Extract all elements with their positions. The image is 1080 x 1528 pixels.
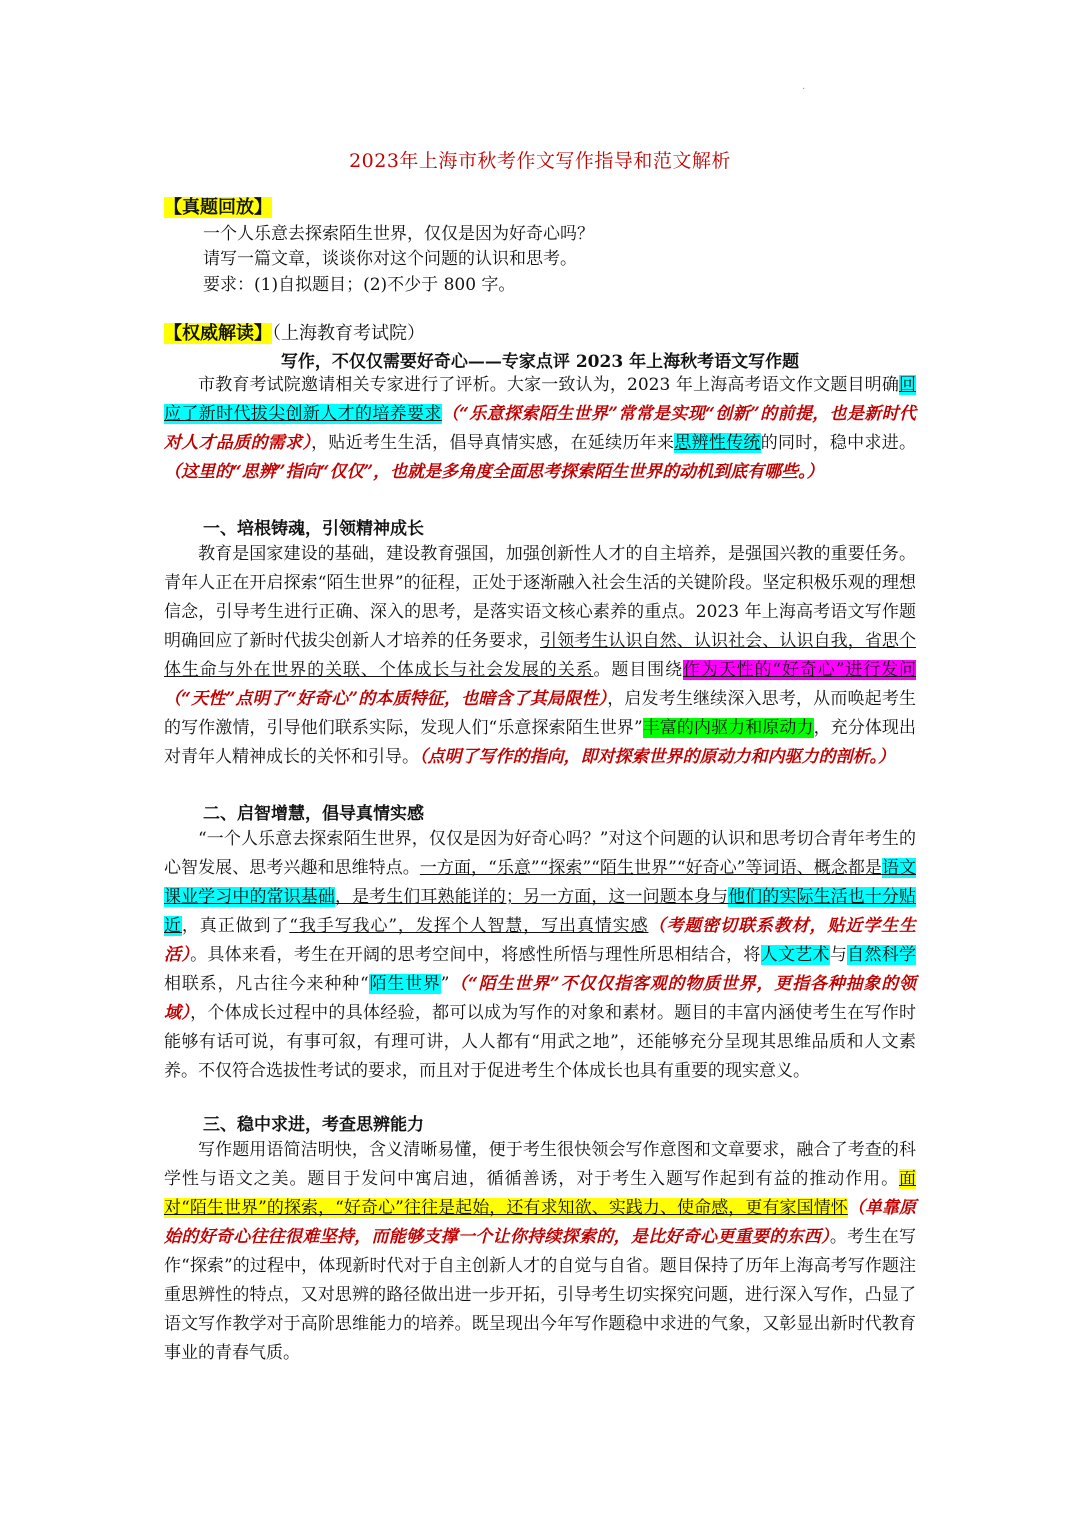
p3-highlight-1: 语文课业学习中的常识基础 bbox=[164, 858, 917, 907]
question-line-3: 要求：(1)自拟题目；(2)不少于 800 字。 bbox=[203, 275, 516, 295]
analysis-source: （上海教育考试院） bbox=[272, 323, 425, 344]
decorative-dot: · bbox=[802, 84, 806, 95]
heading-three: 三、稳中求进，考查思辨能力 bbox=[203, 1115, 424, 1135]
p1-text-1: 市教育考试院邀请相关专家进行了评析。大家一致认为，2023 年上海高考语文作文题目明确 bbox=[198, 375, 899, 395]
p3-note-1: （考题密切联系教材，贴近学生生活） bbox=[164, 916, 917, 965]
p3-text-4: 与 bbox=[829, 945, 848, 965]
paragraph-one bbox=[164, 540, 916, 772]
p3-text-7: ，个体成长过程中的具体经验，都可以成为写作的对象和素材。题目的丰富内涵使考生在写作时能够有话可说，有事可叙，有理可讲，人人都有“用武之地”，还能够充分呈现其思维品质和人文素养。不仅符合选拔性考试的要求，而且对于促进考生个体成长也具有重要的现实意义。 bbox=[164, 1003, 917, 1081]
p3-text-5: 相联系，凡古往今来种种“ bbox=[164, 974, 369, 994]
section-label-analysis-text: 【权威解读】 bbox=[164, 323, 272, 344]
p3-text-2: ，真正做到了 bbox=[181, 916, 290, 936]
p1-text-3: 的同时，稳中求进。 bbox=[760, 433, 917, 453]
p1-highlight-1: 回应了新时代拔尖创新人才的培养要求 bbox=[164, 375, 916, 424]
article-subtitle: 写作，不仅仅需要好奇心——专家点评 2023 年上海秋考语文写作题 bbox=[280, 352, 800, 372]
p3-text-6: ” bbox=[440, 974, 450, 994]
question-line-1: 一个人乐意去探索陌生世界，仅仅是因为好奇心吗？ bbox=[203, 224, 594, 244]
p2-highlight-1: 作为天性的“好奇心”进行发问 bbox=[682, 660, 917, 680]
p2-note-1: （“天性”点明了“好奇心”的本质特征，也暗含了其局限性） bbox=[164, 689, 608, 709]
p3-highlight-4: 自然科学 bbox=[847, 945, 917, 965]
section-label-review-text: 【真题回放】 bbox=[164, 197, 272, 218]
p3-highlight-5: 陌生世界 bbox=[368, 974, 441, 994]
p2-underline-1: 引领考生认识自然、认识社会、认识自我，省思个体生命与外在世界的关联、个体成长与社会发展的关系 bbox=[164, 631, 916, 680]
p1-text-2: ，贴近考生生活，倡导真情实感，在延续历年来 bbox=[311, 433, 675, 453]
p2-note-2: （点明了写作的指向，即对探索世界的原动力和内驱力的剖析。） bbox=[419, 747, 895, 767]
p3-underline-1: 一方面，“乐意”“探索”“陌生世界”“好奇心”等词语、概念都是 bbox=[419, 858, 882, 878]
p2-text-1: 教育是国家建设的基础，建设教育强国，加强创新性人才的自主培养，是强国兴教的重要任务。青年人正在开启探索“陌生世界”的征程，正处于逐渐融入社会生活的关键阶段。坚定积极乐观的理想信念，引导考生进行正确、深入的思考，是落实语文核心素养的重点。2023 年上海高考语文写作题明确回应了新时代拔尖创新人才培养的任务要求， bbox=[164, 544, 916, 651]
question-line-2: 请写一篇文章，谈谈你对这个问题的认识和思考。 bbox=[203, 249, 577, 269]
p3-highlight-2: 他们的实际生活也十分贴近 bbox=[164, 887, 917, 936]
p3-underline-2: ，是考生们耳熟能详的；另一方面，这一问题本身与 bbox=[334, 887, 729, 907]
p3-text-1: “一个人乐意去探索陌生世界，仅仅是因为好奇心吗？”对这个问题的认识和思考切合青年考生的心智发展、思考兴趣和思维特点。 bbox=[164, 829, 916, 878]
p4-text-1: 写作题用语简洁明快，含义清晰易懂，便于考生很快领会写作意图和文章要求，融合了考查的科学性与语文之美。题目于发问中寓启迪，循循善诱，对于考生入题写作起到有益的推动作用。 bbox=[164, 1140, 916, 1189]
p2-text-2: 。题目围绕 bbox=[593, 660, 683, 680]
p3-text-3: 。具体来看，考生在开阔的思考空间中，将感性所悟与理性所思相结合，将 bbox=[190, 945, 761, 965]
p2-highlight-2: 丰富的内驱力和原动力 bbox=[642, 718, 814, 738]
p1-highlight-2: 思辨性传统 bbox=[674, 433, 761, 453]
section-label-analysis bbox=[164, 319, 425, 345]
p2-text-3: ，启发考生继续深入思考，从而唤起考生的写作激情，引导他们联系实际，发现人们“乐意探索陌生世界” bbox=[164, 689, 916, 738]
paragraph-three bbox=[164, 1136, 916, 1368]
document-title: 2023年上海市秋考作文写作指导和范文解析 bbox=[349, 150, 731, 172]
p1-note-1: （“乐意探索陌生世界”常常是实现“创新”的前提，也是新时代对人才品质的需求） bbox=[164, 404, 916, 453]
p2-text-4: ，充分体现出对青年人精神成长的关怀和引导。 bbox=[164, 718, 917, 767]
p1-note-2: （这里的“思辨”指向“仅仅”，也就是多角度全面思考探索陌生世界的动机到底有哪些。） bbox=[164, 462, 824, 482]
p4-text-2: 。考生在写作“探索”的过程中，体现新时代对于自主创新人才的自觉与自省。题目保持了历年上海高考写作题注重思辨性的特点，又对思辨的路径做出进一步开拓，引导考生切实探究问题，进行深入写作，凸显了语文写作教学对于高阶思维能力的培养。既呈现出今年写作题稳中求进的气象，又彰显出新时代教育事业的青春气质。 bbox=[164, 1227, 917, 1363]
p3-underline-3: “我手写我心”，发挥个人智慧，写出真情实感 bbox=[289, 916, 649, 936]
p3-note-2: （“陌生世界”不仅仅指客观的物质世界，更指各种抽象的领域） bbox=[164, 974, 916, 1023]
heading-two: 二、启智增慧，倡导真情实感 bbox=[203, 804, 424, 824]
paragraph-intro bbox=[164, 371, 916, 487]
heading-one: 一、培根铸魂，引领精神成长 bbox=[203, 519, 424, 539]
p4-note-1: （单靠原始的好奇心往往很难坚持，而能够支撑一个让你持续探索的，是比好奇心更重要的东西） bbox=[164, 1198, 916, 1247]
p4-highlight-1: 面对“陌生世界”的探索，“好奇心”往往是起始，还有求知欲、实践力、使命感，更有家国情怀 bbox=[164, 1169, 916, 1218]
p3-highlight-3: 人文艺术 bbox=[760, 945, 830, 965]
section-label-review bbox=[164, 193, 272, 219]
paragraph-two bbox=[164, 825, 916, 1086]
